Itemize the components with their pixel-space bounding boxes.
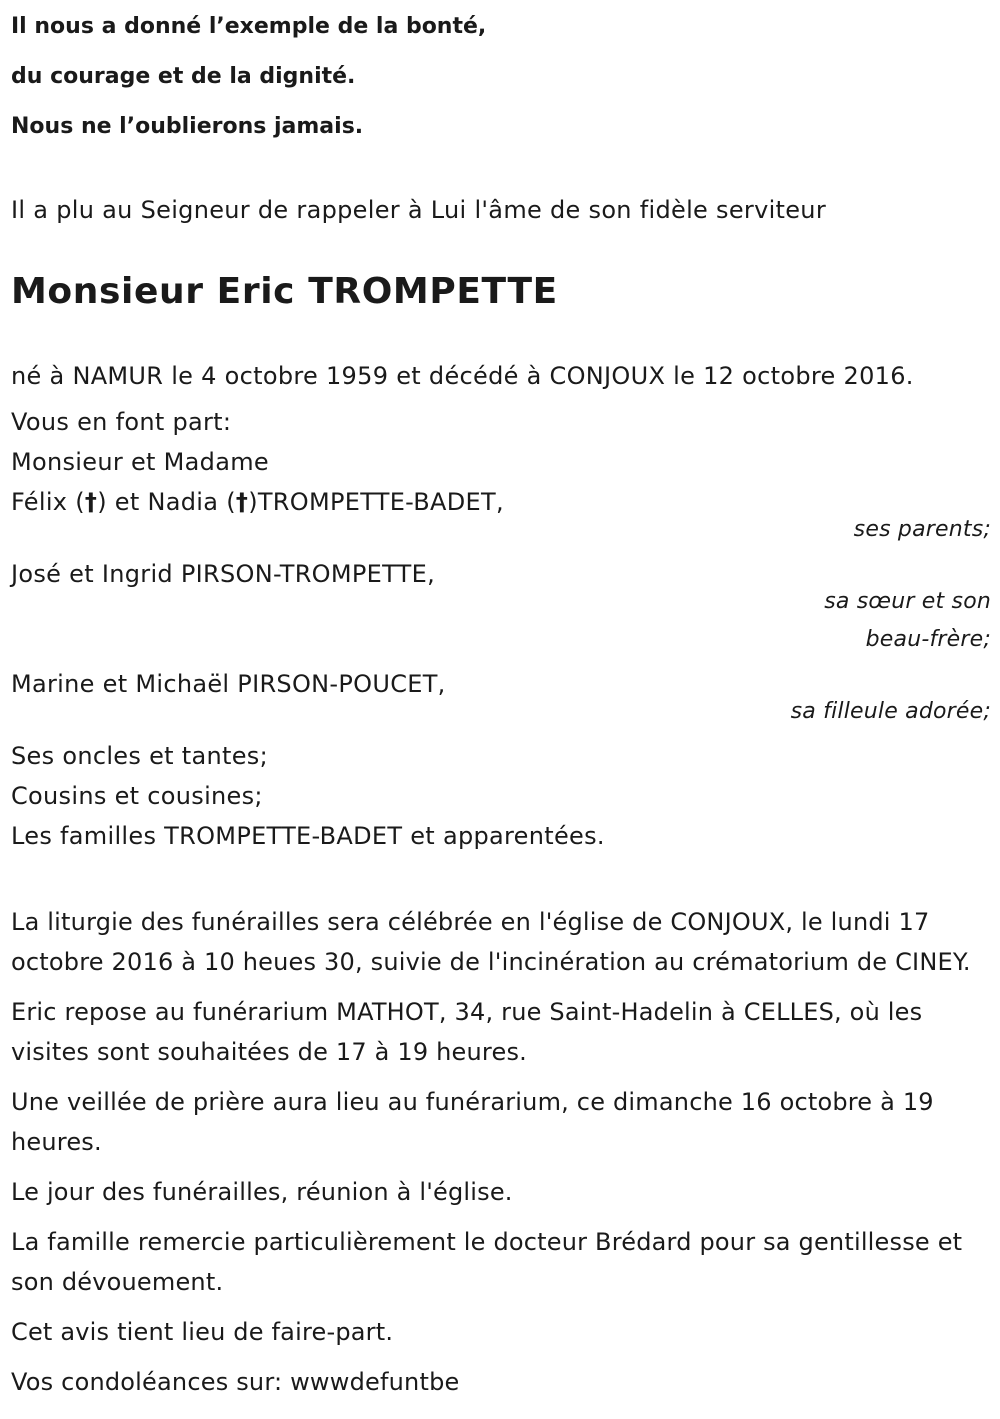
family-line: Cousins et cousines; xyxy=(11,782,263,810)
thanks-paragraph: La famille remercie particulièrement le docteur Brédard pour sa gentillesse et son dévouement. xyxy=(11,1228,963,1296)
epitaph-line: du courage et de la dignité. xyxy=(11,64,356,89)
notice-paragraph: Cet avis tient lieu de faire-part. xyxy=(11,1318,394,1346)
obituary-notice xyxy=(11,0,991,1402)
condolences-paragraph: Vos condoléances sur: wwwdefuntbe xyxy=(11,1368,460,1396)
sister-name: José et Ingrid PIRSON-TROMPETTE, xyxy=(11,560,436,588)
parents-surname: )TROMPETTE-BADET, xyxy=(248,488,504,516)
vigil-paragraph: Une veillée de prière aura lieu au funérarium, ce dimanche 16 octobre à 19 heures. xyxy=(11,1088,934,1156)
deceased-name: Monsieur Eric TROMPETTE xyxy=(11,271,558,312)
funeral-paragraph: La liturgie des funérailles sera célébrée en l'église de CONJOUX, le lundi 17 octobre 2016 à 10 heues 30, suivie de l'incinération au crématorium de CINEY. xyxy=(11,908,971,976)
parent-father: Félix ( xyxy=(11,488,85,516)
birth-death-line: né à NAMUR le 4 octobre 1959 et décédé à CONJOUX le 12 octobre 2016. xyxy=(11,362,914,390)
goddaughter-name: Marine et Michaël PIRSON-POUCET, xyxy=(11,670,446,698)
sister-role: sa sœur et son xyxy=(824,589,991,614)
epitaph xyxy=(11,2,991,152)
epitaph-line: Il nous a donné l’exemple de la bonté, xyxy=(11,14,487,39)
parents-line-1: Monsieur et Madame xyxy=(11,448,269,476)
parents-role: ses parents; xyxy=(853,517,991,542)
sister-role-cont: beau-frère; xyxy=(865,627,991,652)
announce-text: Vous en font part: xyxy=(11,408,232,436)
family-line: Les familles TROMPETTE-BADET et apparentées. xyxy=(11,822,605,850)
intro-text: Il a plu au Seigneur de rappeler à Lui l'âme de son fidèle serviteur xyxy=(11,196,826,224)
family-line: Ses oncles et tantes; xyxy=(11,742,268,770)
cross-icon: † xyxy=(84,488,98,516)
parent-mother: ) et Nadia ( xyxy=(97,488,236,516)
goddaughter-role: sa filleule adorée; xyxy=(790,699,991,724)
cross-icon: † xyxy=(235,488,249,516)
epitaph-line: Nous ne l’oublierons jamais. xyxy=(11,114,364,139)
meeting-paragraph: Le jour des funérailles, réunion à l'église. xyxy=(11,1178,513,1206)
visit-paragraph: Eric repose au funérarium MATHOT, 34, rue Saint-Hadelin à CELLES, où les visites sont souhaitées de 17 à 19 heures. xyxy=(11,998,923,1066)
